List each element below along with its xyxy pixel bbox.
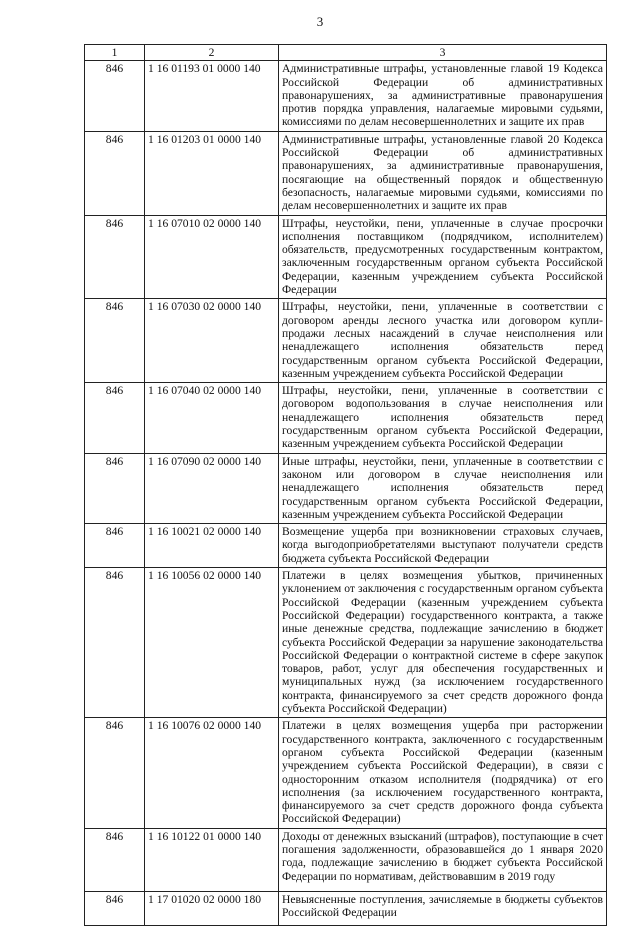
description-cell: Иные штрафы, неустойки, пени, уплаченные в соответствии с законом или договором в случае неисполнения или ненадлежащего исполнения обязательств перед государственным органом субъекта Российской Федерации, казенным учреждением субъекта Российской Федерации (279, 453, 607, 523)
description-cell: Административные штрафы, установленные главой 20 Кодекса Российской Федерации об административных правонарушениях, за административные правонарушения, посягающие на общественный порядок и общественную безопасность, налагаемые мировыми судьями, комиссиями по делам несовершеннолетних и защите их прав (279, 131, 607, 215)
page-number: 3 (316, 14, 324, 29)
kbk-code-cell: 1 16 07040 02 0000 140 (145, 383, 279, 453)
admin-code-cell: 846 (85, 568, 145, 718)
description-cell: Штрафы, неустойки, пени, уплаченные в соответствии с договором водопользования в случае неисполнения или ненадлежащего исполнения обязательств перед государственным органом субъекта Российской Федерации, казенным учреждением субъекта Российской Федерации (279, 383, 607, 453)
table-row (85, 131, 607, 215)
column-header-2: 2 (145, 45, 279, 61)
kbk-code-cell: 1 16 10076 02 0000 140 (145, 718, 279, 828)
kbk-code-cell: 1 16 01193 01 0000 140 (145, 61, 279, 131)
description-cell: Штрафы, неустойки, пени, уплаченные в соответствии с договором аренды лесного участка или договором купли-продажи лесных насаждений в случае неисполнения или ненадлежащего исполнения обязательств перед государственным органом субъекта Российской Федерации, казенным учреждением субъекта Российской Федерации (279, 299, 607, 383)
admin-code-cell: 846 (85, 131, 145, 215)
admin-code-cell: 846 (85, 215, 145, 299)
description-cell: Невыясненные поступления, зачисляемые в бюджеты субъектов Российской Федерации (279, 891, 607, 925)
table-header-row (85, 45, 607, 61)
kbk-code-cell: 1 16 07010 02 0000 140 (145, 215, 279, 299)
admin-code-cell: 846 (85, 383, 145, 453)
description-cell: Доходы от денежных взысканий (штрафов), поступающие в счет погашения задолженности, образовавшейся до 1 января 2020 года, подлежащие зачислению в бюджет субъекта Российской Федерации по нормативам, действовавшим в 2019 году (279, 828, 607, 891)
admin-code-cell: 846 (85, 61, 145, 131)
admin-code-cell: 846 (85, 299, 145, 383)
kbk-code-cell: 1 16 10056 02 0000 140 (145, 568, 279, 718)
admin-code-cell: 846 (85, 891, 145, 925)
table-row (85, 453, 607, 523)
table-row (85, 61, 607, 131)
table-row (85, 215, 607, 299)
kbk-code-cell: 1 16 10122 01 0000 140 (145, 828, 279, 891)
kbk-code-cell: 1 16 07030 02 0000 140 (145, 299, 279, 383)
admin-code-cell: 846 (85, 828, 145, 891)
table-row (85, 891, 607, 925)
revenue-codes-table (84, 44, 607, 926)
column-header-1: 1 (85, 45, 145, 61)
admin-code-cell: 846 (85, 453, 145, 523)
kbk-code-cell: 1 16 07090 02 0000 140 (145, 453, 279, 523)
description-cell: Платежи в целях возмещения убытков, причиненных уклонением от заключения с государственным органом субъекта Российской Федерации (казенным учреждением субъекта Российской Федерации) государственного контракта, а также иные денежные средства, подлежащие зачислению в бюджет субъекта Российской Федерации за нарушение законодательства Российской Федерации о контрактной системе в сфере закупок товаров, работ, услуг для обеспечения государственных и муниципальных нужд (за исключением государственного контракта, финансируемого за счет средств дорожного фонда субъекта Российской Федерации) (279, 568, 607, 718)
table-row (85, 299, 607, 383)
kbk-code-cell: 1 16 10021 02 0000 140 (145, 524, 279, 568)
description-cell: Административные штрафы, установленные главой 19 Кодекса Российской Федерации об административных правонарушениях, за административные правонарушения против порядка управления, налагаемые мировыми судьями, комиссиями по делам несовершеннолетних и защите их прав (279, 61, 607, 131)
table-row (85, 718, 607, 828)
table-row (85, 568, 607, 718)
kbk-code-cell: 1 16 01203 01 0000 140 (145, 131, 279, 215)
admin-code-cell: 846 (85, 524, 145, 568)
kbk-code-cell: 1 17 01020 02 0000 180 (145, 891, 279, 925)
table-row (85, 383, 607, 453)
description-cell: Штрафы, неустойки, пени, уплаченные в случае просрочки исполнения поставщиком (подрядчиком, исполнителем) обязательств, предусмотренных государственным контрактом, заключенным государственным органом субъекта Российской Федерации, казенным учреждением субъекта Российской Федерации (279, 215, 607, 299)
column-header-3: 3 (279, 45, 607, 61)
table-row (85, 828, 607, 891)
description-cell: Платежи в целях возмещения ущерба при расторжении государственного контракта, заключенного с государственным органом субъекта Российской Федерации (казенным учреждением субъекта Российской Федерации), в связи с односторонним отказом исполнителя (подрядчика) от его исполнения (за исключением государственного контракта, финансируемого за счет средств дорожного фонда субъекта Российской Федерации) (279, 718, 607, 828)
admin-code-cell: 846 (85, 718, 145, 828)
table-row (85, 524, 607, 568)
description-cell: Возмещение ущерба при возникновении страховых случаев, когда выгодоприобретателями выступают получатели средств бюджета субъекта Российской Федерации (279, 524, 607, 568)
